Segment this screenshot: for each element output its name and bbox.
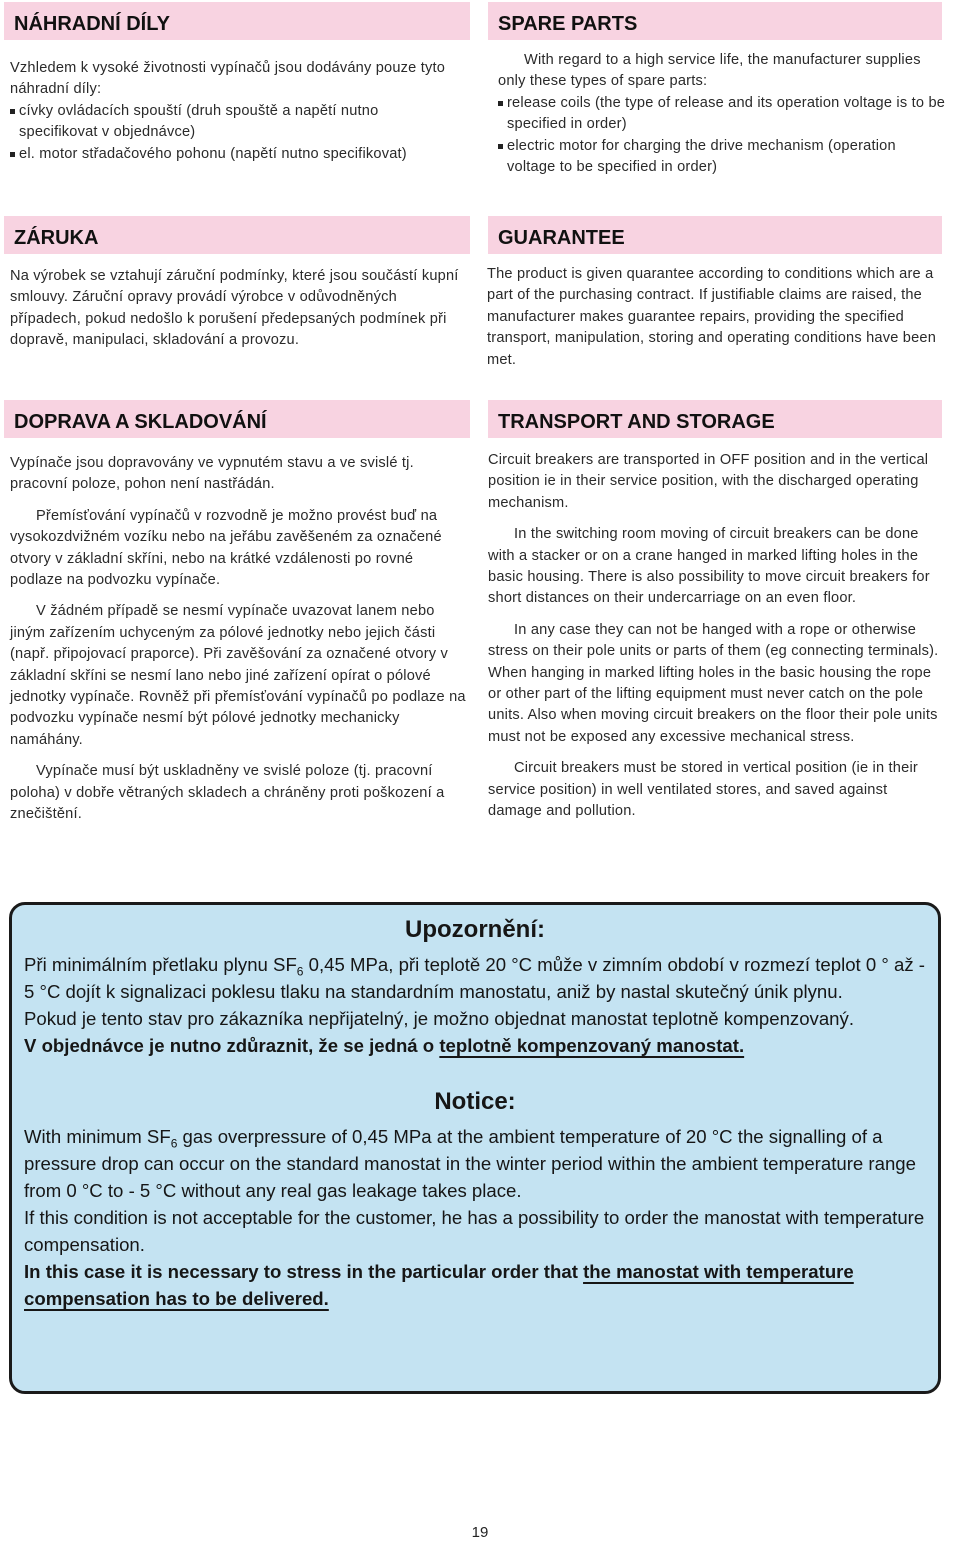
list-item: el. motor střadačového pohonu (napětí nutno specifikovat): [10, 144, 460, 165]
notice-cz-paragraph-1: Při minimálním přetlaku plynu $SF_6$ 0,45 MPa, při teplotě 20 °C může v zimním období v rozmezí teplot 0 ° až - 5 °C dojít k signalizaci poklesu tlaku na standardním manostatu, aniž by nastal skutečný únik plynu.: [24, 954, 925, 1002]
transport-cz-body: [10, 453, 466, 826]
heading-guarantee-cz: ZÁRUKA: [4, 216, 470, 254]
page-number: 19: [471, 1524, 489, 1541]
notice-cz-paragraph-2: Pokud je tento stav pro zákazníka nepřijatelný, je možno objednat manostat teplotně kompenzovaný.: [24, 1008, 854, 1029]
notice-title-cz: Upozornění:: [405, 916, 545, 943]
list-item: cívky ovládacích spouští (druh spouště a napětí nutno specifikovat v objednávce): [10, 101, 460, 144]
spare-parts-en-intro: With regard to a high service life, the manufacturer supplies only these types of spare parts:: [498, 52, 921, 90]
bullet-icon: [498, 101, 503, 106]
paragraph: In the switching room moving of circuit breakers can be done with a stacker or on a crane hanged in marked lifting holes in the basic housing. There is also possibility to move circuit breakers for short distances on their undercarriage on an even floor.: [488, 526, 930, 607]
paragraph: V žádném případě se nesmí vypínače uvazovat lanem nebo jiným zařízením uchyceným za pólové jednotky nebo jejich části (např. připojovací praporce). Při zavěšování za označené otvory v základní skříni se nesmí lano nebo jiné zařízení opírat o pólové jednotky vypínače. Rovněž při přemísťování vypínačů po podlaze na podvozku vypínače nesmí být pólové jednotky mechanicky namáhány.: [10, 603, 466, 748]
bullet-icon: [10, 152, 15, 157]
paragraph: Circuit breakers are transported in OFF position and in the vertical position ie in their service position, with the discharged operating mechanism.: [488, 452, 929, 511]
spare-parts-en-body: [498, 50, 946, 178]
bullet-icon: [498, 144, 503, 149]
guarantee-cz-text: Na výrobek se vztahují záruční podmínky, které jsou součástí kupní smlouvy. Záruční opravy provádí výrobce v odůvodněných případech, pokud nedošlo k porušení předepsaných podmínek při dopravě, manipulaci, skladování a provozu.: [10, 268, 459, 349]
notice-cz-paragraph-3: V objednávce je nutno zdůraznit, že se jedná o teplotně kompenzovaný manostat.: [24, 1035, 745, 1056]
paragraph: Vypínače jsou dopravovány ve vypnutém stavu a ve svislé tj. pracovní poloze, pohon není nastřádán.: [10, 455, 414, 493]
paragraph: Circuit breakers must be stored in vertical position (ie in their service position) in well ventilated stores, and saved against damage and pollution.: [488, 760, 918, 820]
guarantee-en-text: The product is given quarantee according to conditions which are a part of the purchasing contract. If justifiable claims are raised, the manufacturer makes guarantee repairs, providing the specified transport, manipulation, storing and operating conditions have been met.: [487, 266, 937, 368]
notice-en-paragraph-1: With minimum $SF_6$ gas overpressure of 0,45 MPa at the ambient temperature of 20 °C the signalling of a pressure drop can occur on the standard manostat in the winter period within the ambient temperature range from 0 °C to - 5 °C without any real gas leakage takes place.: [24, 1126, 916, 1201]
list-item: release coils (the type of release and its operation voltage is to be specified in order): [498, 93, 946, 136]
spare-parts-cz-body: [10, 58, 460, 165]
paragraph: Přemísťování vypínačů v rozvodně je možno provést buď na vysokozdvižném vozíku nebo na jeřábu zavěšeném za označené otvory v základní skříni, nebo na krátké vzdálenosti po rovné podlaze na podvozku vypínače.: [10, 507, 442, 589]
notice-en-paragraph-2: If this condition is not acceptable for the customer, he has a possibility to order the manostat with temperature compensation.: [24, 1207, 925, 1255]
heading-spare-parts-en: SPARE PARTS: [488, 2, 942, 40]
bullet-icon: [10, 109, 15, 114]
spare-parts-cz-intro: Vzhledem k vysoké životnosti vypínačů jsou dodávány pouze tyto náhradní díly:: [10, 60, 446, 98]
heading-guarantee-en: GUARANTEE: [488, 216, 942, 254]
notice-title-en: Notice:: [434, 1088, 516, 1115]
transport-en-body: [488, 450, 940, 823]
notice-box: [9, 902, 941, 1394]
paragraph: Vypínače musí být uskladněny ve svislé poloze (tj. pracovní poloha) v dobře větraných skladech a chráněny proti poškození a znečištění.: [10, 763, 445, 823]
heading-spare-parts-cz: NÁHRADNÍ DÍLY: [4, 2, 470, 40]
paragraph: In any case they can not be hanged with a rope or otherwise stress on their pole units or parts of them (eg connecting terminals). When hanging in marked lifting holes in the basic housing the rope or other part of the lifting equipment must never catch on the pole units. Also when moving circuit breakers on the floor their pole units must not be exposed any excessive mechanical stress.: [488, 621, 939, 745]
list-item: electric motor for charging the drive mechanism (operation voltage to be specified in order): [498, 136, 946, 179]
heading-transport-cz: DOPRAVA A SKLADOVÁNÍ: [4, 400, 470, 438]
notice-en-paragraph-3: In this case it is necessary to stress in the particular order that the manostat with temperature compensation has to be delivered.: [24, 1261, 854, 1309]
heading-transport-en: TRANSPORT AND STORAGE: [488, 400, 942, 438]
